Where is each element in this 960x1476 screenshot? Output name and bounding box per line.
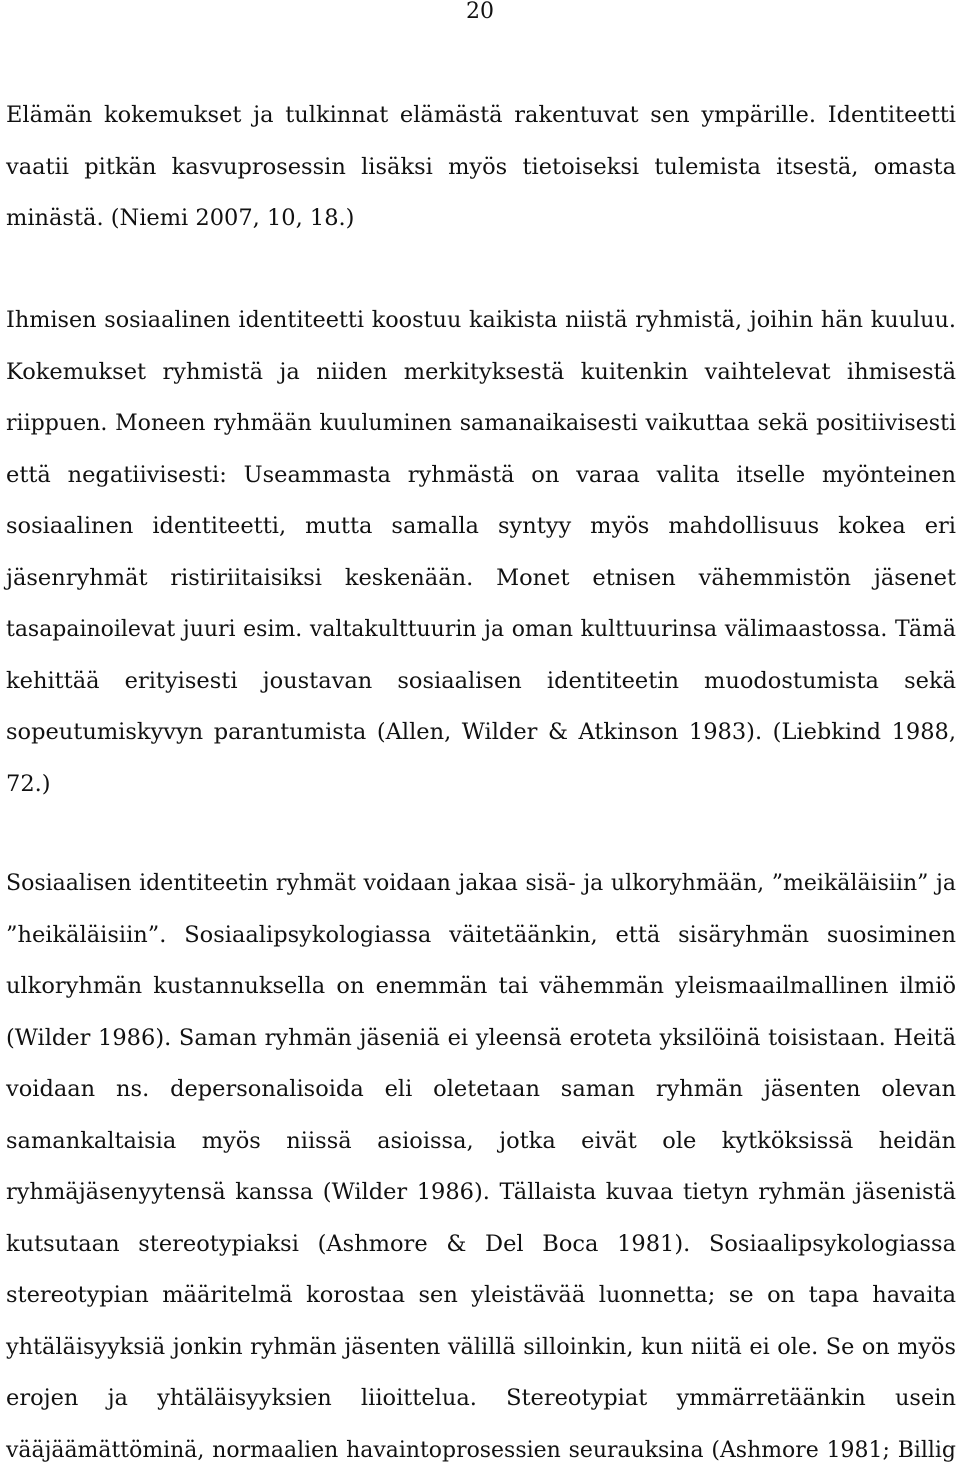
text-line: sopeutumiskyvyn parantumista (Allen, Wilder & Atkinson 1983). (Liebkind 1988, xyxy=(6,707,956,759)
text-line: ulkoryhmän kustannuksella on enemmän tai vähemmän yleismaailmallinen ilmiö xyxy=(6,961,956,1013)
text-line: sosiaalinen identiteetti, mutta samalla syntyy myös mahdollisuus kokea eri xyxy=(6,501,956,553)
text-line: erojen ja yhtäläisyyksien liioittelua. Stereotypiat ymmärretäänkin usein xyxy=(6,1373,956,1425)
text-line: (Wilder 1986). Saman ryhmän jäseniä ei yleensä eroteta yksilöinä toisistaan. Heitä xyxy=(6,1013,956,1065)
text-line: kehittää erityisesti joustavan sosiaalisen identiteetin muodostumista sekä xyxy=(6,656,956,708)
text-line: Ihmisen sosiaalinen identiteetti koostuu kaikista niistä ryhmistä, joihin hän kuuluu. xyxy=(6,295,956,347)
text-line: 72.) xyxy=(6,759,956,811)
paragraph-3 xyxy=(6,858,956,1476)
page-number: 20 xyxy=(0,0,960,24)
text-line: yhtäläisyyksiä jonkin ryhmän jäsenten välillä silloinkin, kun niitä ei ole. Se on myös xyxy=(6,1322,956,1374)
text-line: jäsenryhmät ristiriitaisiksi keskenään. Monet etnisen vähemmistön jäsenet xyxy=(6,553,956,605)
text-line: riippuen. Moneen ryhmään kuuluminen samanaikaisesti vaikuttaa sekä positiivisesti xyxy=(6,398,956,450)
text-line: samankaltaisia myös niissä asioissa, jotka eivät ole kytköksissä heidän xyxy=(6,1116,956,1168)
text-line: kutsutaan stereotypiaksi (Ashmore & Del Boca 1981). Sosiaalipsykologiassa xyxy=(6,1219,956,1271)
text-line: ”heikäläisiin”. Sosiaalipsykologiassa väitetäänkin, että sisäryhmän suosiminen xyxy=(6,910,956,962)
text-line: tasapainoilevat juuri esim. valtakulttuurin ja oman kulttuurinsa välimaastossa. Tämä xyxy=(6,604,956,656)
text-line: stereotypian määritelmä korostaa sen yleistävää luonnetta; se on tapa havaita xyxy=(6,1270,956,1322)
text-line: ryhmäjäsenyytensä kanssa (Wilder 1986). Tällaista kuvaa tietyn ryhmän jäsenistä xyxy=(6,1167,956,1219)
text-line: vaatii pitkän kasvuprosessin lisäksi myös tietoiseksi tulemista itsestä, omasta xyxy=(6,142,956,194)
text-line: vääjäämättöminä, normaalien havaintoprosessien seurauksina (Ashmore 1981; Billig xyxy=(6,1425,956,1476)
paragraph-1 xyxy=(6,90,956,245)
text-line: voidaan ns. depersonalisoida eli oletetaan saman ryhmän jäsenten olevan xyxy=(6,1064,956,1116)
text-line: että negatiivisesti: Useammasta ryhmästä on varaa valita itselle myönteinen xyxy=(6,450,956,502)
paragraph-2 xyxy=(6,295,956,810)
text-line: Sosiaalisen identiteetin ryhmät voidaan jakaa sisä- ja ulkoryhmään, ”meikäläisiin” ja xyxy=(6,858,956,910)
text-line: Kokemukset ryhmistä ja niiden merkityksestä kuitenkin vaihtelevat ihmisestä xyxy=(6,347,956,399)
text-line: Elämän kokemukset ja tulkinnat elämästä rakentuvat sen ympärille. Identiteetti xyxy=(6,90,956,142)
text-line: minästä. (Niemi 2007, 10, 18.) xyxy=(6,193,956,245)
